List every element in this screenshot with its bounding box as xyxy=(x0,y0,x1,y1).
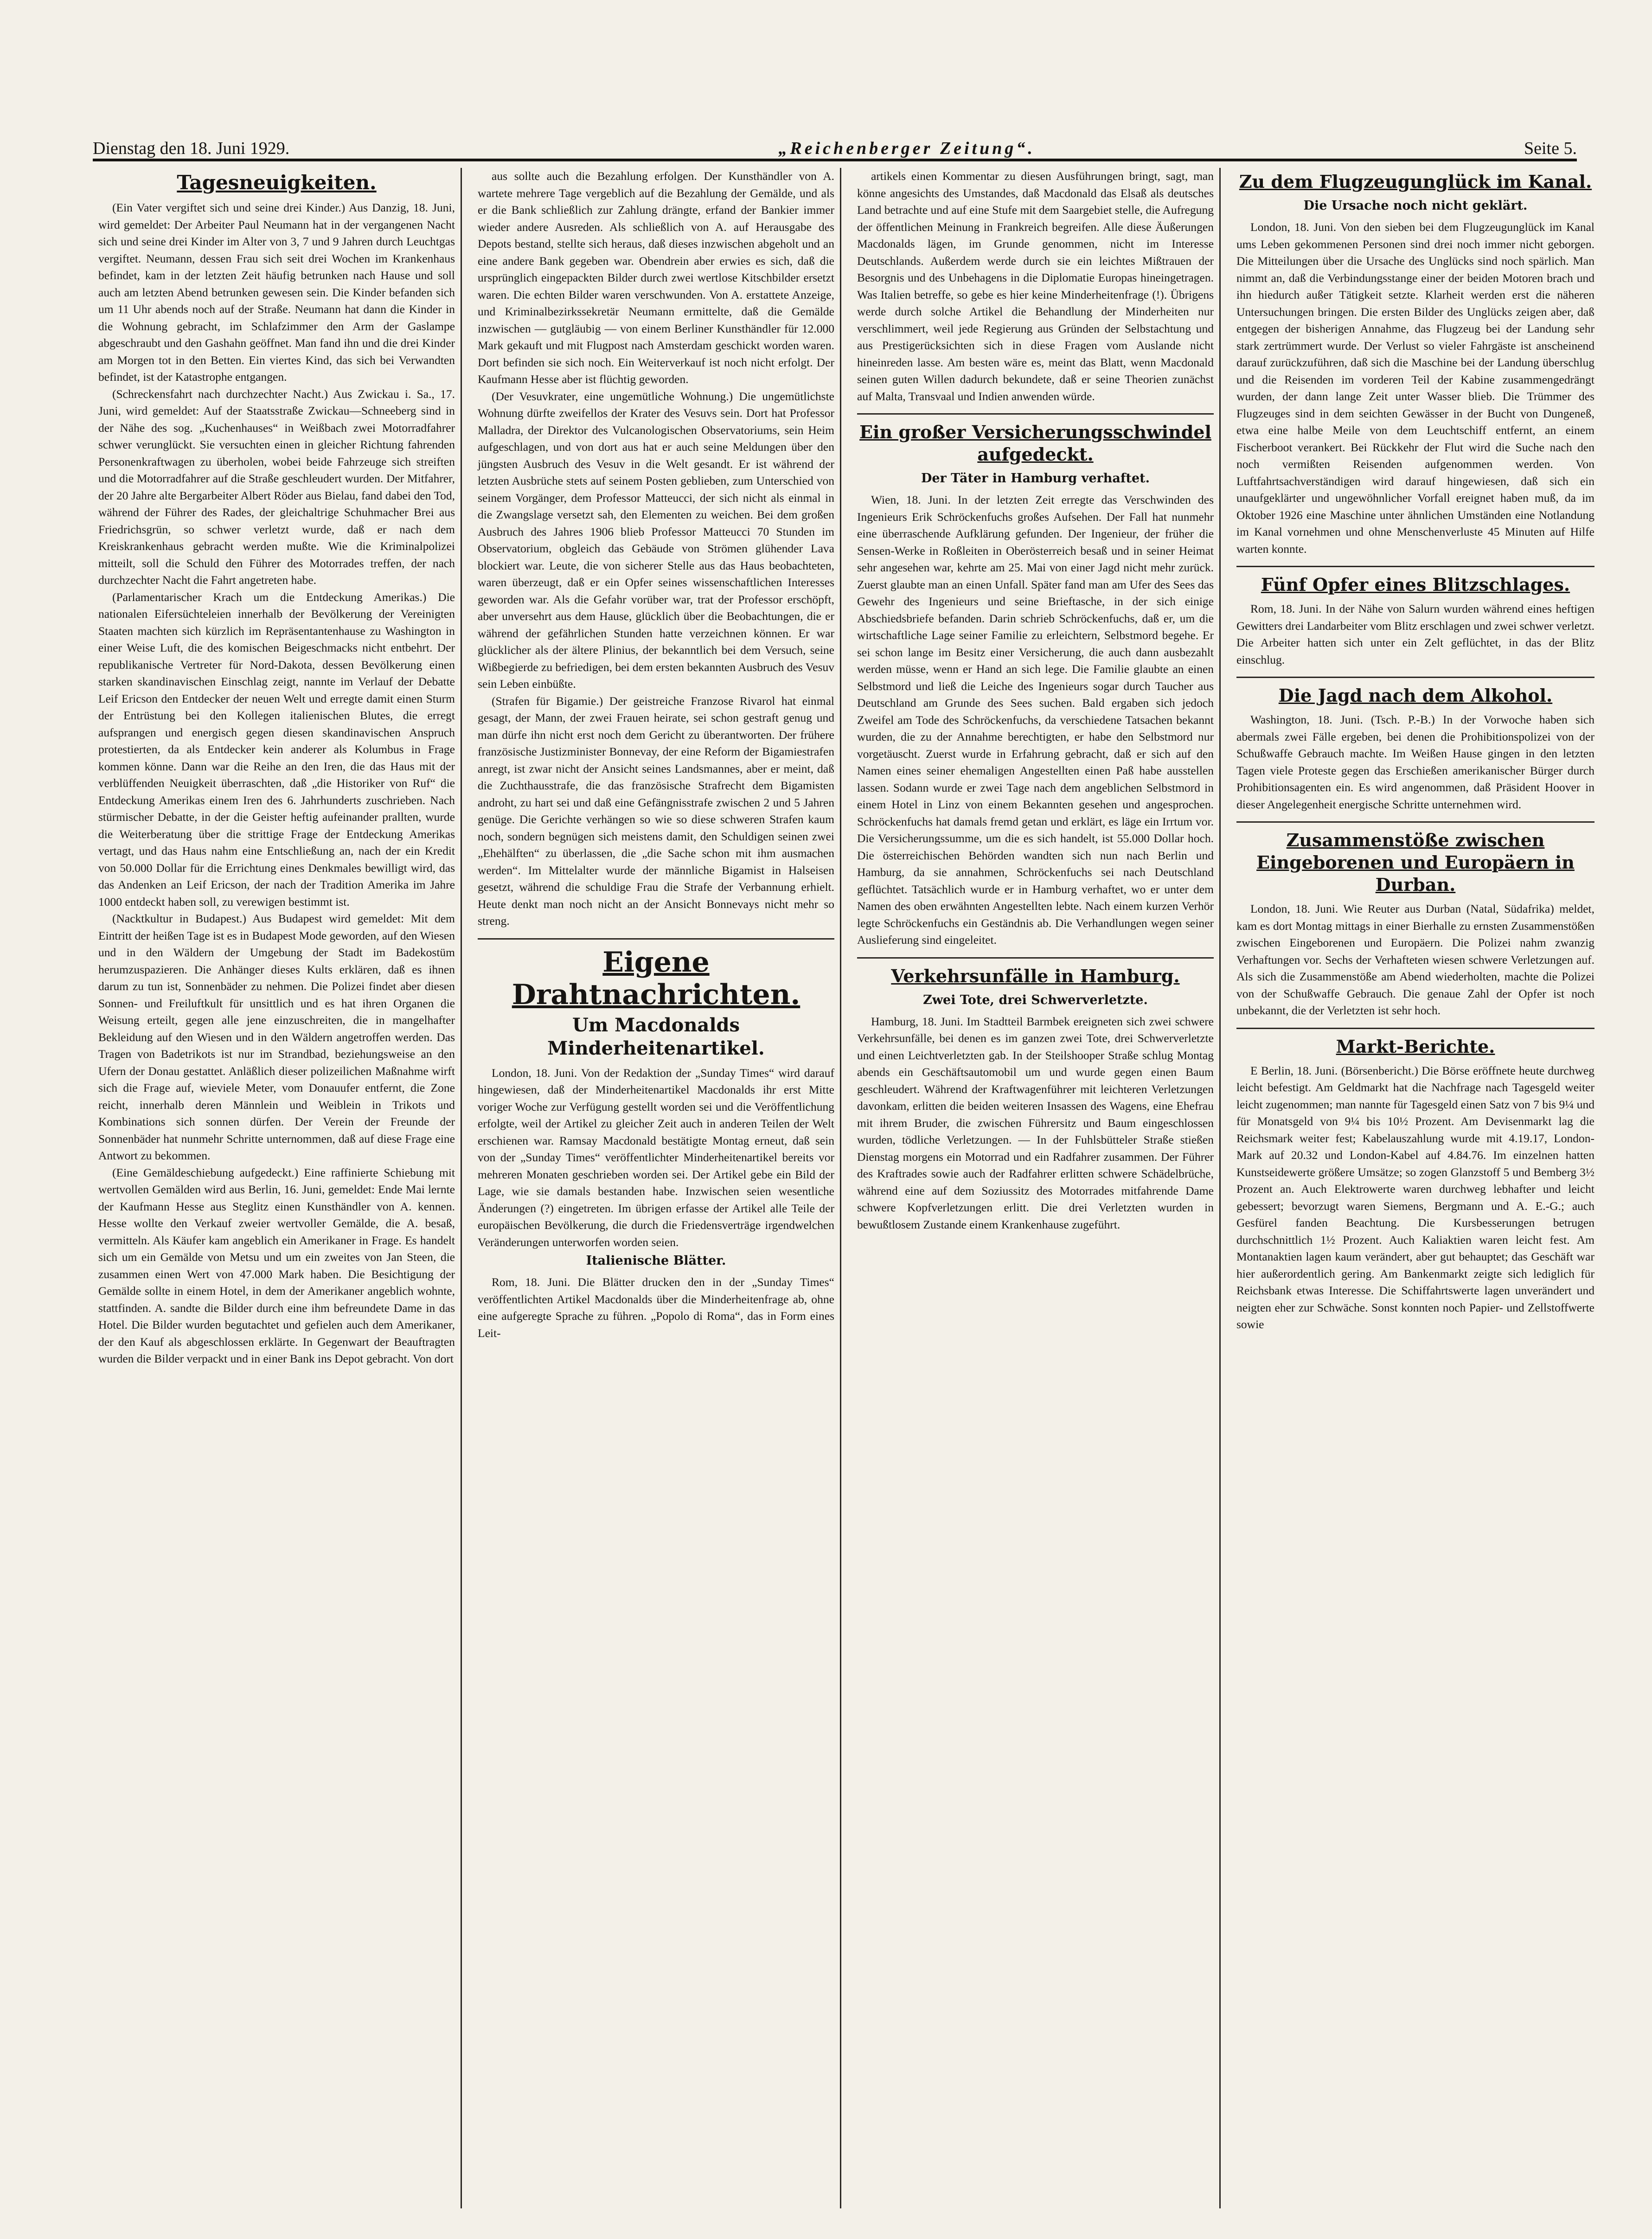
divider xyxy=(1236,677,1594,678)
article-schreckensfahrt: (Schreckensfahrt nach durchzechter Nacht.) Aus Zwickau i. Sa., 17. Juni, wird gemeldet: Auf der Staatsstraße Zwickau—Schneeberg sind in der Nähe des sog. „Kuchenhauses“ in Weißbach zwei Motorradfahrer schwer verunglückt. Sie versuchten einen in gleicher Richtung fahrenden Personenkraftwagen zu überholen, wobei beide Fahrzeuge sich streiften und die Motorradfahrer auf die Straße geschleudert wurden. Der Mitfahrer, der 20 Jahre alte Bergarbeiter Albert Röder aus Bielau, fand dabei den Tod, während der Führer des Rades, der gleichaltrige Schuhmacher Brei aus Friedrichsgrün, so schwer verletzt wurde, daß er nach dem Kreiskrankenhaus gebracht werden mußte. Wie die Kriminalpolizei mitteilt, soll die Schuld den Führer des Motorrades treffen, der nach durchzechter Nacht die Fahrt angetreten habe. xyxy=(98,387,455,587)
article-markt: E Berlin, 18. Juni. (Börsenbericht.) Die Börse eröffnete heute durchweg leicht befestigt. Am Geldmarkt hat die Nachfrage nach Tagesgeld weiter leicht zugenommen; man nannte für Tagesgeld einen Satz von 7 bis 9¼ und für Monatsgeld von 9¼ bis 10½ Prozent. Am Devisenmarkt lag die Reichsmark weiter fest; Kabelauszahlung wurde mit 4.19.17, London-Mark auf 20.32 und London-Kabel auf 4.84.76. Im einzelnen hatten Kunstseidewerte größere Umsätze; so zogen Glanzstoff 5 und Bemberg 3½ Prozent an. Auch Elektrowerte waren durchweg lebhafter und leicht gebessert; bevorzugt waren Siemens, Bergmann und A. E.-G.; auch Gesfürel fanden Beachtung. Die Kursbesserungen betrugen durchschnittlich 1½ Prozent. Auch Kaliaktien waren leicht fest. Am Montanaktien lagen kaum verändert, aber gut behauptet; das Geschäft war hier außerordentlich gering. Am Bankenmarkt zeigte sich lediglich für Reichsbank etwas Interesse. Die Schiffahrtswerte lagen unverändert und neigten eher zur Schwäche. Sonst konnten noch Papier- und Zellstoffwerte sowie xyxy=(1236,1063,1594,1331)
divider xyxy=(1236,821,1594,823)
subhead-italienische: Italienische Blätter. xyxy=(586,1254,726,1268)
article-gemaelde: (Eine Gemäldeschiebung aufgedeckt.) Eine raffinierte Schiebung mit wertvollen Gemälden wird aus Berlin, 16. Juni, gemeldet: Ende Mai lernte der Kaufmann Hesse aus Steglitz einen Kunsthändler von A. kennen. Hesse wollte den Verkauf zweier wertvoller Gemälde, die A. besaß, vermitteln. Als Käufer kam angeblich ein Amerikaner in Frage. Es handelt sich um ein Gemälde von Metsu und um ein zweites von Jan Steen, die zusammen einen Wert von 47.000 Mark haben. Die Besichtigung der Gemälde sollte in einem Hotel, in dem der Amerikaner angeblich wohnte, stattfinden. A. sandte die Bilder durch eine ihm befreundete Dame in das Hotel. Die Bilder wurden begutachtet und gefielen auch dem Amerikaner, der den Kauf als abgeschlossen erklärte. In Gegenwart der Beauftragten wurden die Bilder verpackt und in einer Bank ins Depot gebracht. Von dort xyxy=(98,1165,455,1365)
headline-macdonald: Um Macdonalds Minderheitenartikel. xyxy=(547,1014,765,1059)
article-rom: Rom, 18. Juni. Die Blätter drucken den in der „Sunday Times“ veröffentlichten Artikel Macdonalds über die Minderheitenfrage ab, ohne eine aufgeregte Sprache zu führen. „Popolo di Roma“, das in Form eines Leit- xyxy=(478,1275,834,1340)
article-verkehr: Hamburg, 18. Juni. Im Stadtteil Barmbek ereigneten sich zwei schwere Verkehrsunfälle, bei denen es im ganzen zwei Tote, drei Schwerverletzte und einen Leichtverletzten gab. In der Steilshooper Straße schlug Montag abends ein Geschäftsautomobil um und wurde gegen einen Baum geschleudert. Während der Kraftwagenführer mit leichteren Verletzungen davonkam, erlitten die beiden weiteren Insassen des Wagens, eine Ehefrau mit ihrem Bruder, die zwischen Führersitz und Baum eingeschlossen wurden, tödliche Verletzungen. — In der Fuhlsbütteler Straße stießen Dienstag morgens ein Motorrad und ein Radfahrer zusammen. Der Führer des Kraftrades sowie auch der Radfahrer erlitten schwere Schädelbrüche, während eine auf dem Soziussitz des Motorrades mitfahrende Dame schwere Kopfverletzungen erlitt. Die drei Verletzten wurden in bewußtlosem Zustande einem Krankenhause zugeführt. xyxy=(857,1014,1214,1231)
section-title-tagesneuigkeiten: Tagesneuigkeiten. xyxy=(177,171,377,194)
columns xyxy=(93,168,1600,2208)
column-2 xyxy=(472,168,841,2208)
column-3 xyxy=(852,168,1221,2208)
subhead-versicherung: Der Täter in Hamburg verhaftet. xyxy=(921,471,1150,486)
article-macdonald: London, 18. Juni. Von der Redaktion der „Sunday Times“ wird darauf hingewiesen, daß der Minderheitenartikel Macdonalds ihr erst Mitte voriger Woche zur Verfügung gestellt worden sei und die Veröffentlichung erfolgte, weil der Artikel zu gleicher Zeit auch in anderen Teilen der Welt erschienen war. Ramsay Macdonald bestätigte Montag erneut, daß sein von der „Sunday Times“ veröffentlichter Minderheitenartikel bereits vor mehreren Monaten geschrieben worden sei. Der Artikel gebe ein Bild der Lage, wie sie damals bestanden habe. Inzwischen seien wesentliche Änderungen (?) eingetreten. Im übrigen erfasse der Artikel alle Teile der europäischen Bevölkerung, die durch die Friedensverträge irgendwelchen Veränderungen unterworfen worden seien. xyxy=(478,1066,834,1249)
divider xyxy=(1236,566,1594,567)
paper-title: „Reichenberger Zeitung“. xyxy=(778,139,1035,158)
article-versicherung: Wien, 18. Juni. In der letzten Zeit erregte das Verschwinden des Ingenieurs Erik Schröckenfuchs großes Aufsehen. Der Fall hat nunmehr eine überraschende Aufklärung gefunden. Der Ingenieur, der früher die Sensen-Werke in Roßleiten in Oberösterreich besaß und in seiner Heimat sehr angesehen war, kehrte am 25. Mai von einer Jagd nicht mehr zurück. Zuerst glaubte man an einen Unfall. Später fand man am Ufer des Sees das Gewehr des Ingenieurs und seine Brieftasche, in der sich einige Abschiedsbriefe befanden. Darin schrieb Schröckenfuchs, daß er, um die wirtschaftliche Lage seiner Familie zu erleichtern, Selbstmord begehe. Er sei schon lange im Besitz einer Versicherung, die auch dann ausbezahlt werden müsse, wenn er Hand an sich lege. Die Familie glaubte an einen Selbstmord und ließ die Leiche des Ingenieurs sogar durch Taucher aus Deutschland am Grunde des Sees suchen. Bald ergaben sich jedoch Zweifel am Tode des Schröckenfuchs, da verschiedene Tatsachen bekannt wurden, die zu der Annahme berechtigten, er habe den Selbstmord nur vorgetäuscht. Zuerst wurde in Erfahrung gebracht, daß er sich auf den Namen eines seiner ehemaligen Angestellten einen Paß habe ausstellen lassen. Sodann wurde er zwei Tage nach dem angeblichen Selbstmord in einem Hotel in Linz von einem Bekannten gesehen und angesprochen. Schröckenfuchs hat damals fremd getan und erklärt, es läge ein Irrtum vor. Die Versicherungssumme, um die es sich handelt, ist 55.000 Dollar hoch. Die österreichischen Behörden wandten sich nun nach Berlin und Hamburg, da sie annahmen, Schröckenfuchs sei nach Deutschland geflüchtet. Tatsächlich wurde er in Hamburg verhaftet, wo er unter dem Namen des oben erwähnten Angestellten lebte. Nach einem kurzen Verhör legte Schröckenfuchs ein Geständnis ab. Die Verhandlungen wegen seiner Auslieferung sind eingeleitet. xyxy=(857,493,1214,947)
article-gemaelde-cont: aus sollte auch die Bezahlung erfolgen. Der Kunsthändler von A. wartete mehrere Tage vergeblich auf die Bezahlung der Gemälde, und als er die Bank schließlich zur Zahlung drängte, erfand der Bankier immer wieder andere Ausreden. Als schließlich von A. auf Herausgabe des Depots bestand, stellte sich heraus, daß dieses inzwischen abgeholt und an eine andere Bank gegeben war. Obendrein aber erwies es sich, daß die ursprünglich eingepackten Bilder durch zwei wertlose Kitschbilder ersetzt waren. Die echten Bilder waren verschwunden. Von A. erstattete Anzeige, und Kriminalbezirkssekretär Neumann ermittelte, daß die Gemälde inzwischen — gutgläubig — von einem Berliner Kunsthändler für 12.000 Mark gekauft und mit Flugpost nach Amsterdam geschickt worden waren. Dort befinden sie sich noch. Ein Weiterverkauf ist noch nicht erfolgt. Der Kaufmann Hesse aber ist flüchtig geworden. xyxy=(478,169,834,386)
masthead xyxy=(93,122,1577,161)
article-flugzeug: London, 18. Juni. Von den sieben bei dem Flugzeugunglück im Kanal ums Leben gekommenen Personen sind drei noch immer nicht geborgen. Die Mitteilungen über die Ursache des Unglücks sind noch spärlich. Man nimmt an, daß die Verbindungsstange einer der beiden Motoren brach und ihn hiedurch außer Tätigkeit setzte. Klarheit werden erst die näheren Untersuchungen bringen. Die ersten Bilder des Unglücks zeigen aber, daß entgegen der bisherigen Annahme, das Flugzeug bei der Landung sehr stark zertrümmert wurde. Der Verlust so vieler Fahrgäste ist anscheinend darauf zurückzuführen, daß sich die Maschine bei der Landung überschlug und die Reisenden im vorderen Teil der Kabine zusammengedrängt wurden, der dann lange Zeit unter Wasser blieb. Die Trümmer des Flugzeuges sind in dem seichten Gewässer in der Bucht von Dungeneß, etwa eine halbe Meile von dem Leuchtschiff entfernt, an einem Fischerboot verankert. Bei Rückkehr der Flut wird die Suche nach den noch vermißten Reisenden aufgenommen werden. Von Luftfahrtsachverständigen wird darauf hingewiesen, daß sich ein unaufgeklärter und ungewöhnlicher Vorfall ereignet haben muß, da im Oktober 1926 eine Maschine unter ähnlichen Umständen eine Notlandung im Kanal vornehmen und ohne Menschenverluste 45 Minuten auf Hilfe warten konnte. xyxy=(1236,220,1594,556)
article-vater: (Ein Vater vergiftet sich und seine drei Kinder.) Aus Danzig, 18. Juni, wird gemeldet: Der Arbeiter Paul Neumann hat in der vergangenen Nacht sich und seine drei Kinder im Alter von 3, 7 und 9 Jahren durch Leuchtgas vergiftet. Neumann, dessen Frau sich seit drei Wochen im Krankenhaus befindet, kam in der letzten Zeit häufig betrunken nach Hause und soll auch am letzten Abend betrunken gewesen sein. Die Kinder befanden sich um 11 Uhr abends noch auf der Straße. Neumann hat dann die Kinder in die Wohnung gebracht, im Schlafzimmer den Arm der Gaslampe abgeschraubt und den Gashahn geöffnet. Man fand ihn und die drei Kinder am Morgen tot in den Betten. Ein viertes Kind, das sich bei Verwandten befindet, ist der Katastrophe entgangen. xyxy=(98,201,455,384)
subhead-verkehr: Zwei Tote, drei Schwerverletzte. xyxy=(923,992,1148,1007)
article-macdonald-cont: artikels einen Kommentar zu diesen Ausführungen bringt, sagt, man könne angesichts des Umstandes, daß Macdonald das Elsaß als deutsches Land betrachte und auf eine Stufe mit dem Saargebiet stelle, die Aufregung der öffentlichen Meinung in Frankreich begreifen. Alle diese Äußerungen Macdonalds lägen, im Grunde genommen, nicht im Interesse Deutschlands. Außerdem werde durch sie ein leichtes Mißtrauen der Besorgnis und des Unbehagens in die Diplomatie Europas hineingetragen. Was Italien betreffe, so gebe es hier keine Minderheitenfrage (!). Übrigens werde durch solche Artikel die Behandlung der Minderheiten nur verschlimmert, weil jede Regierung aus Gründen der Selbstachtung und aus Prestigerücksichten sich in diese Fragen vom Auslande nicht hineinreden lasse. Am besten wäre es, meint das Blatt, wenn Macdonald seinen guten Willen dadurch bekundete, daß er seine Theorien zunächst auf Malta, Transvaal und Indien anwenden würde. xyxy=(857,169,1214,403)
article-blitz: Rom, 18. Juni. In der Nähe von Salurn wurden während eines heftigen Gewitters drei Landarbeiter vom Blitz erschlagen und zwei schwer verletzt. Die Arbeiter hatten sich unter ein Zelt geflüchtet, in das der Blitz einschlug. xyxy=(1236,602,1594,666)
subhead-flugzeug: Die Ursache noch nicht geklärt. xyxy=(1303,198,1528,213)
column-1 xyxy=(93,168,462,2208)
article-durban: London, 18. Juni. Wie Reuter aus Durban (Natal, Südafrika) meldet, kam es dort Montag mittags in einer Bierhalle zu ernsten Zusammenstößen zwischen Eingeborenen und Europäern. Die Polizei nahm zwanzig Verhaftungen vor. Sechs der Verhafteten wiesen schwere Verletzungen auf. Als sich die Zusammenstöße am Abend wiederholten, machte die Polizei von der Schußwaffe Gebrauch. Die genaue Zahl der Opfer ist noch unbekannt, die der Verletzten ist sehr hoch. xyxy=(1236,902,1594,1017)
headline-alkohol: Die Jagd nach dem Alkohol. xyxy=(1278,685,1553,706)
divider xyxy=(857,413,1214,415)
article-amerika: (Parlamentarischer Krach um die Entdeckung Amerikas.) Die nationalen Eifersüchteleien innerhalb der Bevölkerung der Vereinigten Staaten machten sich kürzlich im Repräsentantenhause zu Washington in einer Weise Luft, die des komischen Beigeschmacks nicht entbehrt. Der republikanische Vertreter für Nord-Dakota, dessen Bevölkerung einen starken skandinavischen Einschlag zeigt, nannte im Verlauf der Debatte Leif Ericson den Entdecker der neuen Welt und erregte damit einen Sturm der Entrüstung bei den Kollegen italienischen Blutes, die erregt aufsprangen und energisch gegen diesen skandinavischen Anspruch protestierten, da als Entdecker kein anderer als Kolumbus in Frage kommen könne. Dann war die Reihe an den Iren, die das Haus mit der verblüffenden Neuigkeit überraschten, daß „die Historiker von Ruf“ die Entdeckung Amerikas einem Iren des 6. Jahrhunderts zuschrieben. Nach stürmischer Debatte, in der die Geister heftig aufeinander prallten, wurde die Weiterberatung über die strittige Frage der Entdeckung Amerikas vertagt, und das Haus nahm eine Entschließung an, nach der ein Kredit von 50.000 Dollar für die Errichtung eines Denkmales bewilligt wird, das das Andenken an Leif Ericson, der nach der Tradition Amerika im Jahre 1000 entdeckt haben soll, zu verewigen bestimmt ist. xyxy=(98,590,455,908)
divider xyxy=(1236,1028,1594,1029)
headline-verkehr: Verkehrsunfälle in Hamburg. xyxy=(891,965,1180,986)
headline-versicherung: Ein großer Versicherungsschwindel aufgedeckt. xyxy=(859,422,1211,465)
page-number: Seite 5. xyxy=(1524,139,1577,158)
article-alkohol: Washington, 18. Juni. (Tsch. P.-B.) In der Vorwoche haben sich abermals zwei Fälle ergeben, bei denen die Prohibitionspolizei von der Schußwaffe Gebrauch machte. Im Weißen Hause gingen in den letzten Tagen viele Proteste gegen das Erschießen amerikanischer Bürger durch Prohibitionsagenten ein. Es wird angenommen, daß Präsident Hoover in dieser Angelegenheit energische Schritte unternehmen wird. xyxy=(1236,713,1594,811)
headline-blitz: Fünf Opfer eines Blitzschlages. xyxy=(1261,574,1570,595)
article-vesuv: (Der Vesuvkrater, eine ungemütliche Wohnung.) Die ungemütlichste Wohnung dürfte zweifellos der Krater des Vesuvs sein. Dort hat Professor Malladra, der Direktor des Vulcanologischen Observatoriums, sein Heim aufgeschlagen, und von dort aus hat er auch seine Meldungen über den jüngsten Ausbruch des Vesuv in die Welt gesandt. Er ist während der letzten Ausbrüche stets auf seinem Posten geblieben, zum Unterschied von seinem Vorgänger, dem Professor Matteucci, der sich nicht als einmal in die Zwangslage versetzt sah, den Elementen zu weichen. Bei dem großen Ausbruch des Jahres 1906 blieb Professor Matteucci 70 Stunden im Observatorium, obgleich das Gebäude von Strömen glühender Lava blockiert war. Leute, die von sicherer Stelle aus das Haus beobachteten, waren überzeugt, daß er ein Opfer seines wissenschaftlichen Interesses geworden war. Als die Gefahr vorüber war, trat der Professor erschöpft, aber unversehrt aus dem Hause, glücklich über die Beobachtungen, die er während der gefährlichen Stunden hatte verzeichnen können. Er war glücklicher als der ältere Plinius, der bekanntlich bei dem Versuch, seine Wißbegierde zu befriedigen, bei dem ersten bekannten Ausbruch des Vesuv sein Leben einbüßte. xyxy=(478,389,834,691)
headline-flugzeug: Zu dem Flugzeugunglück im Kanal. xyxy=(1239,171,1592,192)
headline-durban: Zusammenstöße zwischen Eingeborenen und Europäern in Durban. xyxy=(1256,830,1575,895)
issue-date: Dienstag den 18. Juni 1929. xyxy=(93,139,290,158)
section-title-drahtnachrichten: Eigene Drahtnachrichten. xyxy=(512,946,800,1011)
divider xyxy=(857,957,1214,959)
article-bigamie: (Strafen für Bigamie.) Der geistreiche Franzose Rivarol hat einmal gesagt, der Mann, der zwei Frauen heirate, sei schon gestraft genug und man dürfe ihn nicht erst noch dem Gericht zu überantworten. Der frühere französische Justizminister Bonnevay, der eine Reform der Bigamiestrafen anregt, ist zwar nicht der Ansicht seines Landsmannes, aber er meint, daß die Zuchthausstrafe, die das französische Strafrecht dem Bigamisten androht, zu hart sei und daß eine Gefängnisstrafe zwischen 2 und 5 Jahren genüge. Die Gerichte verhängen so wie so diese schweren Strafen kaum noch, sondern begnügen sich meistens damit, den Schuldigen seinen zwei „Ehehälften“ zu überlassen, die „die Sache schon mit ihm ausmachen werden“. Im Mittelalter wurde der männliche Bigamist in Halseisen gesetzt, während die schuldige Frau die Strafe der Verbannung erhielt. Heute denkt man noch nicht an der Ansicht Bonnevays nicht mehr so streng. xyxy=(478,694,834,928)
headline-markt: Markt-Berichte. xyxy=(1336,1036,1495,1057)
column-4 xyxy=(1231,168,1600,2208)
article-nacktkultur: (Nacktkultur in Budapest.) Aus Budapest wird gemeldet: Mit dem Eintritt der heißen Tage ist es in Budapest Mode geworden, auf den Wiesen und in den Wäldern der Umgebung der Stadt im Badekostüm herumzuspazieren. Die Anhänger dieses Kults erklären, daß es ihnen darum zu tun ist, Sonnenbäder zu nehmen. Die Polizei findet aber diesen Sonnen- und Freiluftkult für unsittlich und es hat ihren Organen die Weisung erteilt, gegen alle jene einzuschreiten, die in mangelhafter Bekleidung auf den Wiesen und in den Wäldern angetroffen werden. Das Tragen von Badetrikots ist nur im Strandbad, beziehungsweise an den Ufern der Donau gestattet. Anläßlich dieser polizeilichen Maßnahme wirft sich die Frage auf, wieviele Meter, vom Donauufer entfernt, die Zone reicht, innerhalb deren Männlein und Weiblein in Trikots und Kombinations sich sonnen dürfen. Der Verein der Freunde der Sonnenbäder hat nunmehr Schritte unternommen, daß auf diese Frage eine Antwort zu bekommen. xyxy=(98,912,455,1162)
divider xyxy=(478,938,834,940)
